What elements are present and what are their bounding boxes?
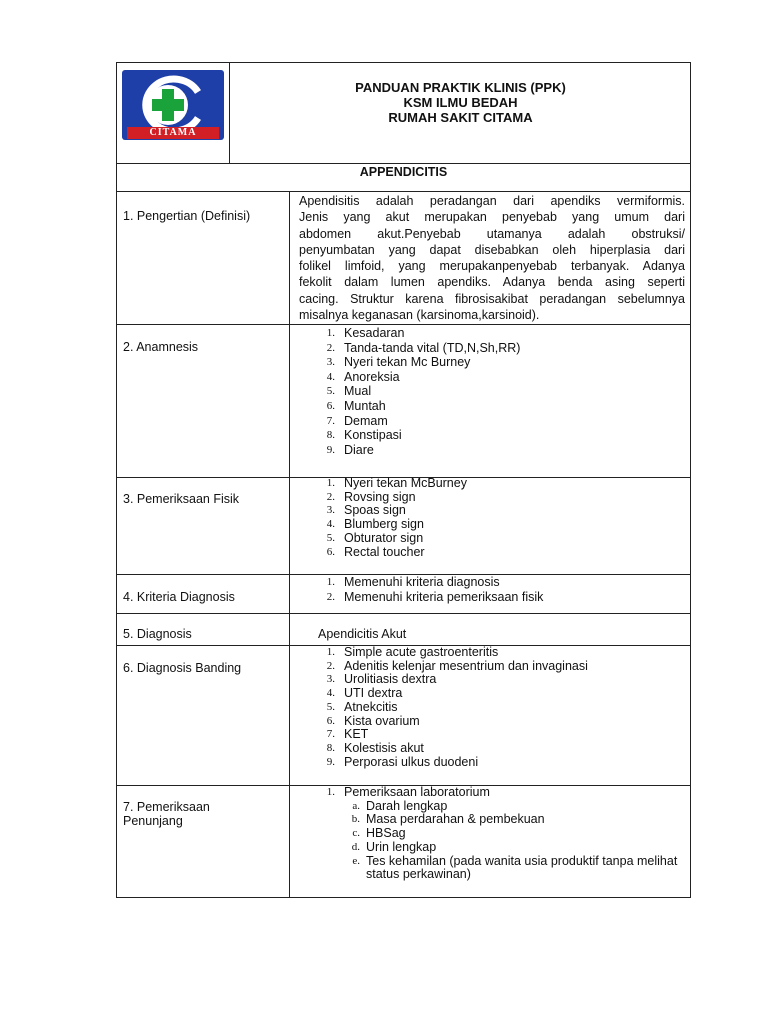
list-item: [318, 728, 588, 742]
definition-line: misalnya keganasan (karsinoma,karsinoid).: [299, 308, 540, 323]
column-divider: [289, 191, 290, 898]
list-number: 2.: [326, 341, 335, 354]
list-item: [318, 355, 520, 370]
list-item-text: Tanda-tanda vital (TD,N,Sh,RR): [344, 340, 521, 355]
laboratorium-sublist: [344, 800, 678, 882]
logo-text: CITAMA: [149, 127, 197, 138]
header-title: PANDUAN PRAKTIK KLINIS (PPK): [355, 80, 566, 95]
kriteria-diagnosis-list: [318, 575, 543, 604]
anamnesis-list: [318, 326, 520, 457]
pemeriksaan-penunjang-list: [318, 786, 678, 882]
row-line: [116, 613, 691, 614]
list-number: 3.: [326, 504, 335, 517]
list-item: [318, 326, 520, 341]
definition-line: abdomen akut.Penyebab utamanya adalah obstruksi/: [299, 226, 685, 241]
label-anamnesis: 2. Anamnesis: [123, 340, 199, 354]
list-item: [318, 673, 588, 687]
list-item: [318, 370, 520, 385]
definition-line: cacing. Struktur karena fibrosisakibat peradangan sebelumnya: [299, 291, 685, 306]
sublist-item-continuation: [344, 868, 678, 882]
list-item: [318, 341, 520, 356]
sublist-letter: c.: [352, 827, 360, 840]
list-item-text: Kesadaran: [344, 326, 405, 340]
sublist-letter: b.: [351, 813, 360, 826]
list-item: [318, 646, 588, 660]
list-item: [318, 491, 467, 505]
list-item-text: Pemeriksaan laboratorium: [344, 785, 490, 799]
list-number: 5.: [326, 700, 335, 713]
list-item-text: Memenuhi kriteria pemeriksaan fisik: [344, 589, 544, 604]
sublist-letter: e.: [352, 854, 360, 867]
definition-line: fekolit dalam lumen apendiks. Adanya benda asing seperti: [299, 275, 685, 290]
sublist-item: [344, 800, 678, 814]
list-item-text: Kista ovarium: [344, 713, 420, 728]
list-item: [318, 687, 588, 701]
list-item-text: Perporasi ulkus duodeni: [344, 754, 479, 769]
list-item-text: Obturator sign: [344, 530, 424, 545]
list-item-text: Memenuhi kriteria diagnosis: [344, 575, 500, 589]
list-number: 8.: [326, 429, 335, 442]
list-item: [318, 660, 588, 674]
list-item: [318, 742, 588, 756]
hospital-logo: [122, 70, 224, 140]
list-item: [318, 701, 588, 715]
list-item: [318, 575, 543, 590]
list-item-text: Adenitis kelenjar mesentrium dan invaginasi: [344, 658, 588, 673]
list-number: 9.: [326, 443, 335, 456]
label-pengertian: 1. Pengertian (Definisi): [123, 209, 251, 223]
list-item: [318, 518, 467, 532]
pemeriksaan-fisik-list: [318, 477, 467, 559]
list-number: 4.: [326, 518, 335, 531]
list-item: [318, 756, 588, 770]
diagnosis-value: Apendicitis Akut: [318, 627, 407, 641]
definition-line: penyumbatan yang dapat disebabkan oleh hiperplasia dari: [299, 242, 685, 257]
sublist-item-text: Urin lengkap: [366, 839, 437, 854]
logo-cross-horizontal: [152, 99, 184, 111]
list-number: 2.: [326, 590, 335, 603]
list-item-text: UTI dextra: [344, 686, 403, 701]
label-pemeriksaan-penunjang: 7. Pemeriksaan: [123, 800, 210, 814]
header-department: KSM ILMU BEDAH: [403, 95, 518, 110]
definition-text: [299, 193, 685, 323]
label-kriteria-diagnosis: 4. Kriteria Diagnosis: [123, 590, 235, 604]
list-number: 1.: [326, 576, 335, 588]
list-item: [318, 504, 467, 518]
list-item: [318, 546, 467, 560]
list-item-text: Nyeri tekan McBurney: [344, 476, 467, 490]
list-item-text: Muntah: [344, 398, 386, 413]
list-item-text: Simple acute gastroenteritis: [344, 645, 499, 659]
list-number: 8.: [326, 741, 335, 754]
list-number: 7.: [326, 728, 335, 741]
list-item: [318, 532, 467, 546]
list-number: 1.: [326, 327, 335, 339]
row-line: [116, 324, 691, 325]
list-number: 1.: [326, 646, 335, 658]
sublist-item-text: Darah lengkap: [366, 798, 448, 813]
sublist-item-text: HBSag: [366, 826, 406, 841]
sublist-item: [344, 841, 678, 855]
sublist-item: [344, 855, 686, 869]
list-number: 3.: [326, 356, 335, 369]
sublist-item-text: Masa perdarahan & pembekuan: [366, 812, 545, 827]
list-number: 2.: [326, 659, 335, 672]
definition-line: Apendisitis adalah peradangan dari apendiks vermiformis.: [299, 194, 685, 208]
list-item-text: Rectal toucher: [344, 544, 425, 559]
list-item-text: Atnekcitis: [344, 699, 398, 714]
list-item: [318, 715, 588, 729]
list-item-text: Rovsing sign: [344, 489, 416, 504]
topic-title: APPENDICITIS: [359, 165, 448, 179]
header-hospital: RUMAH SAKIT CITAMA: [388, 110, 533, 125]
list-item-text: Anoreksia: [344, 369, 400, 384]
sublist-letter: d.: [351, 840, 360, 853]
sublist-item: [344, 813, 678, 827]
list-item-text: Diare: [344, 442, 374, 457]
list-number: 4.: [326, 370, 335, 383]
list-item-text: Konstipasi: [344, 428, 402, 443]
list-item: [318, 384, 520, 399]
sublist-letter: a.: [352, 799, 360, 812]
list-number: 6.: [326, 545, 335, 558]
list-item: [318, 477, 467, 491]
list-number: 2.: [326, 490, 335, 503]
sublist-item-text: Tes kehamilan (pada wanita usia produktif tanpa melihat: [366, 853, 678, 868]
list-number: 3.: [326, 673, 335, 686]
list-item: [318, 414, 520, 429]
label-pemeriksaan-fisik: 3. Pemeriksaan Fisik: [123, 492, 240, 506]
list-number: 5.: [326, 531, 335, 544]
list-item: [318, 428, 520, 443]
definition-line: folikel limfoid, yang merupakanpenyebab terbanyak. Adanya: [299, 259, 685, 274]
list-number: 4.: [326, 687, 335, 700]
sublist-item-text: status perkawinan): [366, 867, 471, 882]
list-number: 5.: [326, 385, 335, 398]
list-number: 9.: [326, 755, 335, 768]
definition-line: Jenis yang akut merupakan penyebab yang umum dari: [299, 210, 685, 225]
ppk-document: [116, 62, 691, 898]
list-item-text: Nyeri tekan Mc Burney: [344, 355, 471, 370]
list-item: [318, 443, 520, 458]
list-number: 6.: [326, 714, 335, 727]
list-item: [318, 590, 543, 605]
list-item-text: Kolestisis akut: [344, 740, 424, 755]
list-item-text: Blumberg sign: [344, 517, 424, 532]
row-line: [116, 191, 691, 192]
list-item: [318, 399, 520, 414]
list-number: 6.: [326, 399, 335, 412]
list-item-text: KET: [344, 727, 369, 742]
list-number: 1.: [326, 786, 335, 798]
list-item-text: Spoas sign: [344, 503, 406, 518]
list-item-text: Urolitiasis dextra: [344, 672, 437, 687]
label-pemeriksaan-penunjang-2: Penunjang: [123, 814, 183, 828]
label-diagnosis-banding: 6. Diagnosis Banding: [123, 661, 242, 675]
label-diagnosis: 5. Diagnosis: [123, 627, 192, 641]
list-number: 1.: [326, 477, 335, 489]
list-item-text: Demam: [344, 413, 388, 428]
list-number: 7.: [326, 414, 335, 427]
sublist-item: [344, 827, 678, 841]
list-item: [318, 786, 678, 882]
diagnosis-banding-list: [318, 646, 588, 769]
list-item-text: Mual: [344, 384, 372, 399]
